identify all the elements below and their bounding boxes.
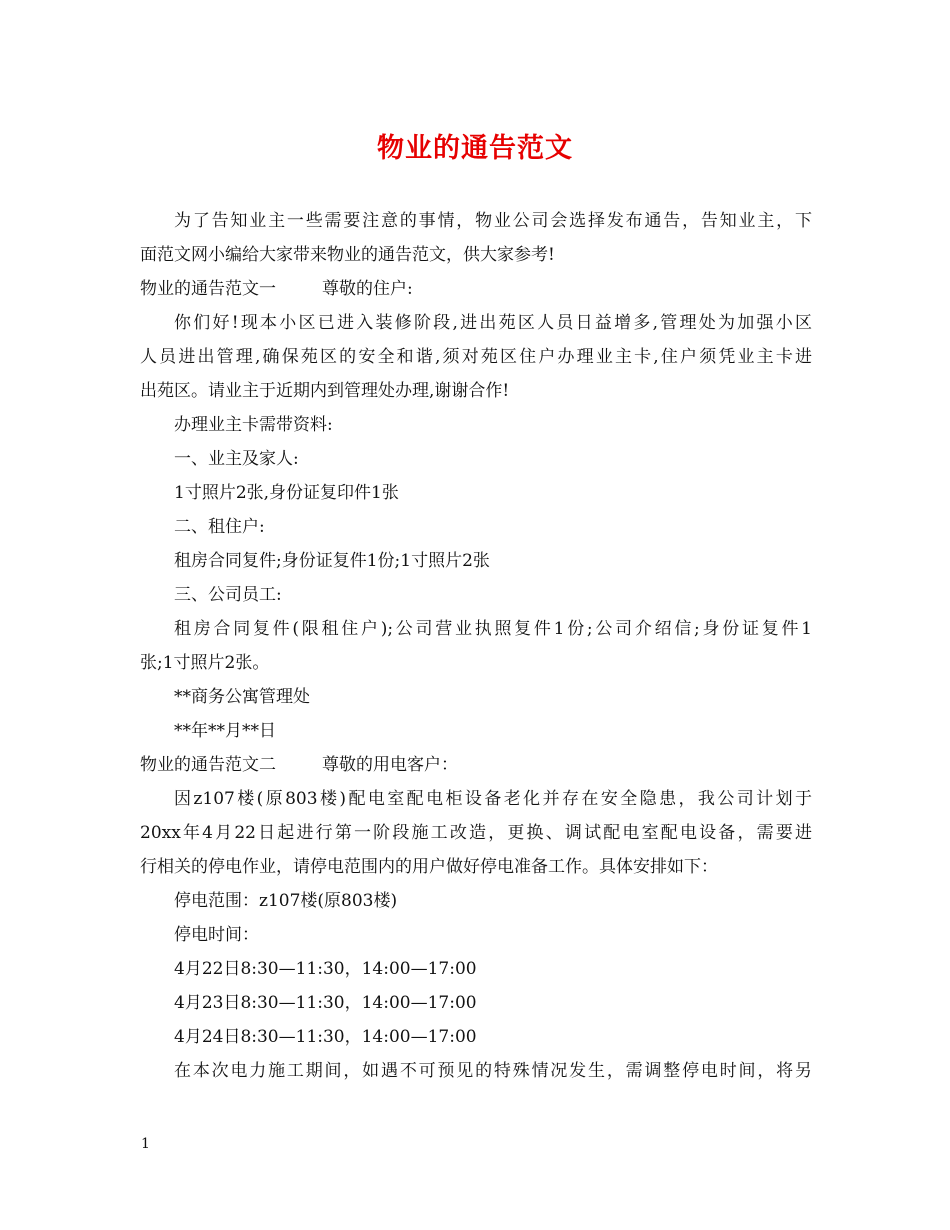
list-item-title: 一、业主及家人: <box>174 449 299 469</box>
intro-line: 为了告知业主一些需要注意的事情，物业公司会选择发布通告，告知业主，下 <box>174 211 812 231</box>
body-line: 人员进出管理,确保苑区的安全和谐,须对苑区住户办理业主卡,住户须凭业主卡进 <box>140 347 812 367</box>
signature: **商务公寓管理处 <box>174 687 310 707</box>
outage-range: 停电范围：z107楼(原803楼) <box>174 891 398 911</box>
outage-time-item: 4月22日8:30—11:30，14:00—17:00 <box>174 959 477 979</box>
signature-date: **年**月**日 <box>174 721 276 741</box>
body-line: 出苑区。请业主于近期内到管理处办理,谢谢合作! <box>140 381 510 401</box>
list-item-detail: 张;1寸照片2张。 <box>140 653 270 673</box>
list-item-detail: 1寸照片2张,身份证复印件1张 <box>174 483 399 503</box>
notice-salutation: 尊敬的住户: <box>322 279 413 299</box>
notice-heading-row <box>140 272 812 306</box>
body-line: 20xx年4月22日起进行第一阶段施工改造，更换、调试配电室配电设备，需要进 <box>140 823 812 843</box>
notice-heading-row <box>140 748 812 782</box>
intro-line: 面范文网小编给大家带来物业的通告范文，供大家参考! <box>140 245 555 265</box>
outage-time-item: 4月24日8:30—11:30，14:00—17:00 <box>174 1027 477 1047</box>
document-title: 物业的通告范文 <box>377 133 573 164</box>
body-line: 行相关的停电作业，请停电范围内的用户做好停电准备工作。具体安排如下： <box>140 857 718 877</box>
body-line: 你们好!现本小区已进入装修阶段,进出苑区人员日益增多,管理处为加强小区 <box>174 313 812 333</box>
notice-salutation: 尊敬的用电客户： <box>322 755 458 775</box>
notice-heading: 物业的通告范文二 <box>140 755 276 775</box>
body-line: 在本次电力施工期间，如遇不可预见的特殊情况发生，需调整停电时间，将另 <box>174 1061 812 1081</box>
notice-heading: 物业的通告范文一 <box>140 279 276 299</box>
list-item-detail: 租房合同复件;身份证复件1份;1寸照片2张 <box>174 551 490 571</box>
list-item-detail: 租房合同复件(限租住户);公司营业执照复件1份;公司介绍信;身份证复件1 <box>174 619 812 639</box>
outage-time-item: 4月23日8:30—11:30，14:00—17:00 <box>174 993 477 1013</box>
document-body <box>140 204 812 1088</box>
page-number: 1 <box>141 1136 150 1152</box>
body-line: 因z107楼(原803楼)配电室配电柜设备老化并存在安全隐患，我公司计划于 <box>174 789 812 809</box>
list-item-title: 二、租住户: <box>174 517 265 537</box>
outage-time-title: 停电时间： <box>174 925 259 945</box>
materials-title: 办理业主卡需带资料: <box>174 415 333 435</box>
list-item-title: 三、公司员工: <box>174 585 282 605</box>
